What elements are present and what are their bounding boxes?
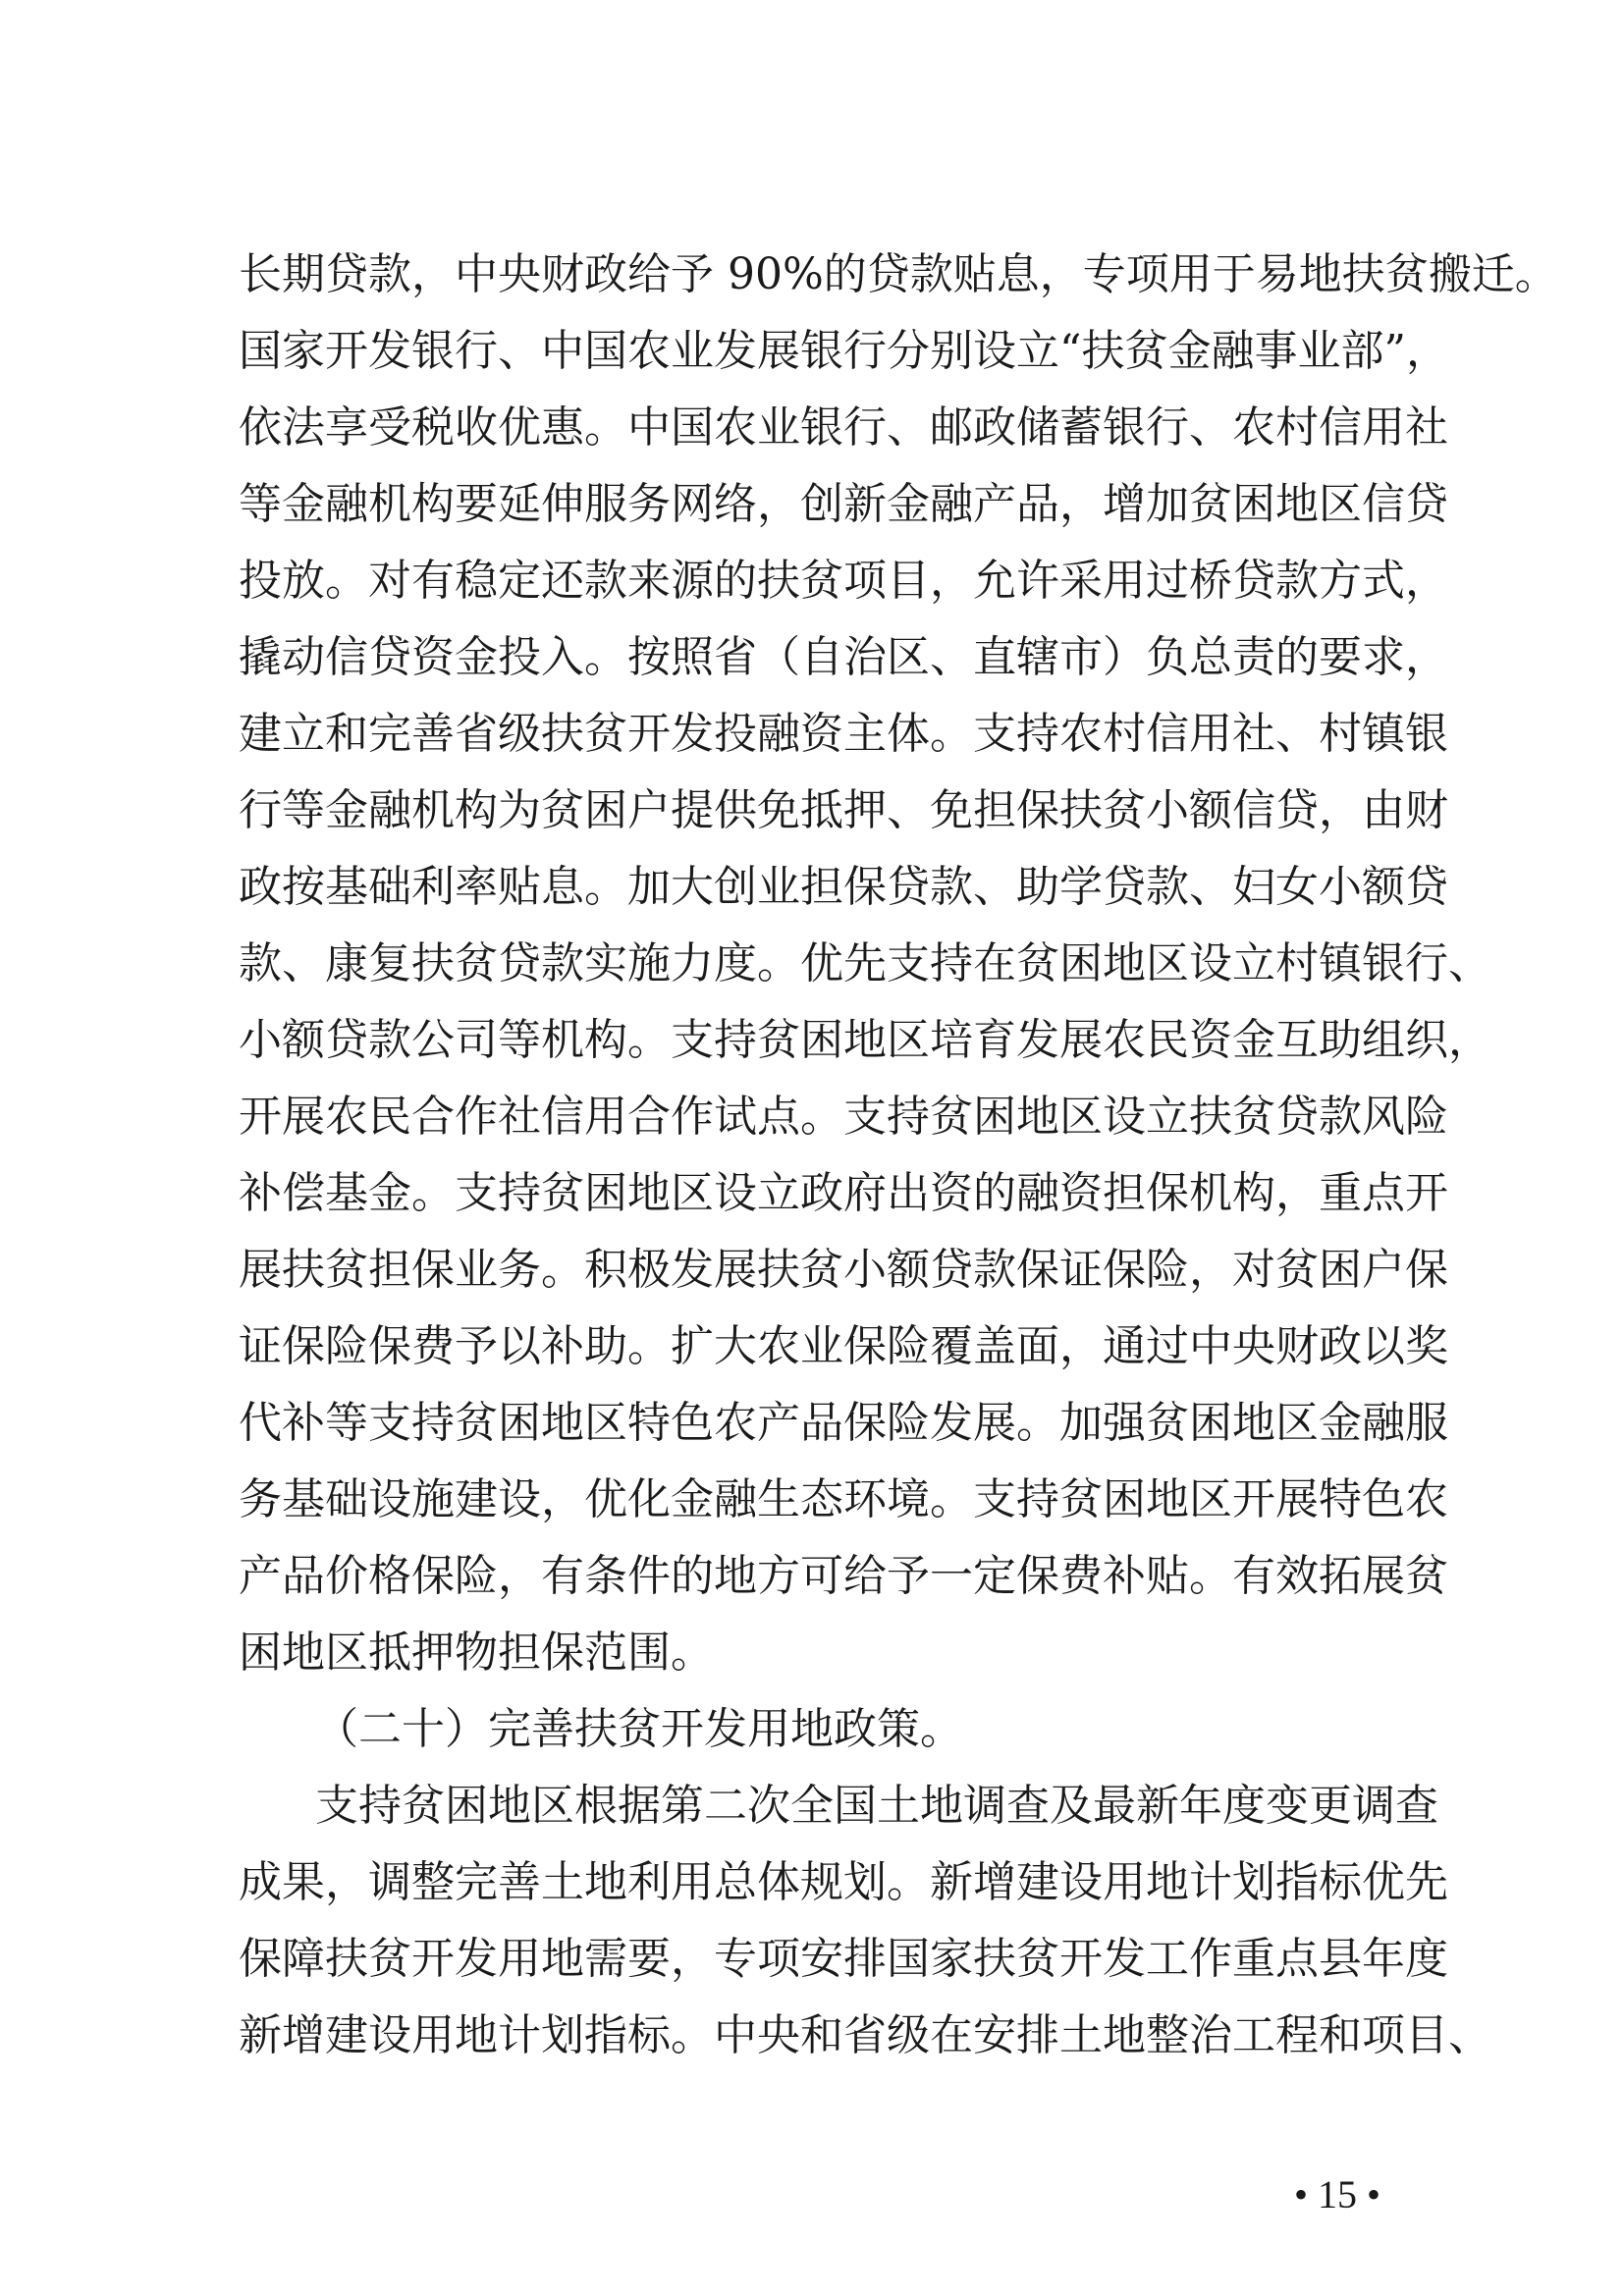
paragraph-line: 建立和完善省级扶贫开发投融资主体。支持农村信用社、村镇银	[239, 709, 1448, 759]
paragraph-line: 支持贫困地区根据第二次全国土地调查及最新年度变更调查	[315, 1781, 1438, 1831]
page-number: • 15 •	[1293, 2172, 1380, 2216]
paragraph-line: 依法享受税收优惠。中国农业银行、邮政储蓄银行、农村信用社	[239, 402, 1448, 453]
paragraph-line: 等金融机构要延伸服务网络，创新金融产品，增加贫困地区信贷	[239, 479, 1448, 529]
paragraph-line: 困地区抵押物担保范围。	[239, 1628, 714, 1678]
paragraph-line: 行等金融机构为贫困户提供免抵押、免担保扶贫小额信贷，由财	[239, 785, 1448, 835]
paragraph-line: 保障扶贫开发用地需要，专项安排国家扶贫开发工作重点县年度	[239, 1934, 1448, 1984]
paragraph-line: 撬动信贷资金投入。按照省（自治区、直辖市）负总责的要求，	[239, 632, 1448, 682]
paragraph-line: 国家开发银行、中国农业发展银行分别设立“扶贫金融事业部”，	[239, 326, 1449, 376]
paragraph-line: 长期贷款，中央财政给予 90%的贷款贴息，专项用于易地扶贫搬迁。	[239, 249, 1558, 299]
paragraph-line: 成果，调整完善土地利用总体规划。新增建设用地计划指标优先	[239, 1857, 1448, 1907]
paragraph-line: 证保险保费予以补助。扩大农业保险覆盖面，通过中央财政以奖	[239, 1321, 1448, 1371]
section-heading: （二十）完善扶贫开发用地政策。	[315, 1704, 963, 1754]
paragraph-line: 务基础设施建设，优化金融生态环境。支持贫困地区开展特色农	[239, 1474, 1448, 1524]
paragraph-line: 产品价格保险，有条件的地方可给予一定保费补贴。有效拓展贫	[239, 1551, 1448, 1601]
paragraph-line: 代补等支持贫困地区特色农产品保险发展。加强贫困地区金融服	[239, 1398, 1448, 1448]
paragraph-line: 新增建设用地计划指标。中央和省级在安排土地整治工程和项目、	[239, 2010, 1491, 2060]
paragraph-line: 展扶贫担保业务。积极发展扶贫小额贷款保证保险，对贫困户保	[239, 1245, 1448, 1295]
paragraph-line: 款、康复扶贫贷款实施力度。优先支持在贫困地区设立村镇银行、	[239, 938, 1491, 988]
paragraph-line: 小额贷款公司等机构。支持贫困地区培育发展农民资金互助组织，	[239, 1015, 1491, 1065]
paragraph-line: 政按基础利率贴息。加大创业担保贷款、助学贷款、妇女小额贷	[239, 862, 1448, 912]
paragraph-line: 补偿基金。支持贫困地区设立政府出资的融资担保机构，重点开	[239, 1168, 1448, 1218]
paragraph-line: 投放。对有稳定还款来源的扶贫项目，允许采用过桥贷款方式，	[239, 556, 1448, 606]
paragraph-line: 开展农民合作社信用合作试点。支持贫困地区设立扶贫贷款风险	[239, 1092, 1448, 1142]
